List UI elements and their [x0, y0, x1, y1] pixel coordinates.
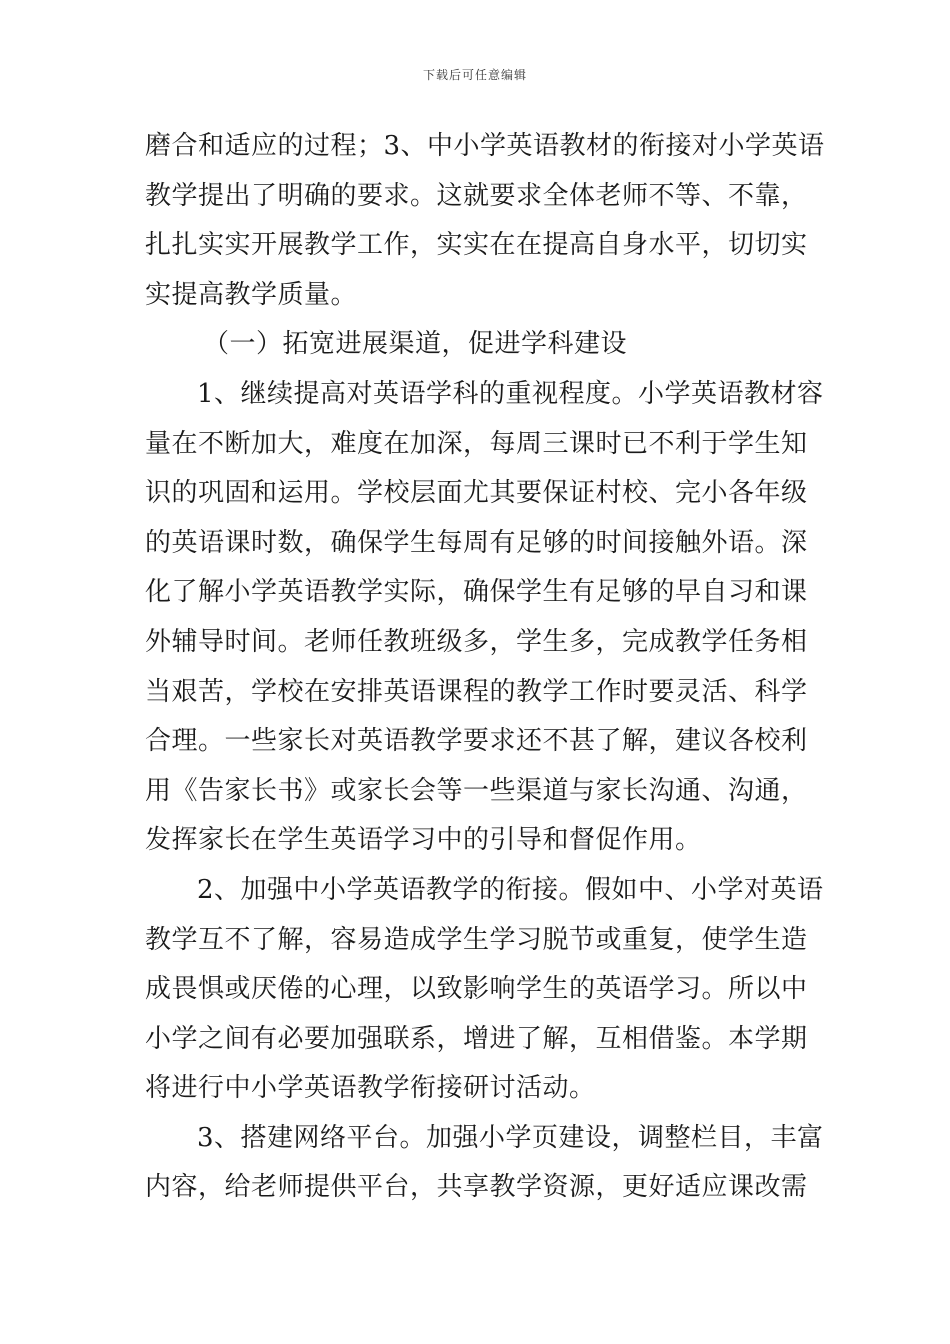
paragraph-start: 1、继续提高对英语学科的重视程度。小学英语教材容 — [197, 378, 824, 409]
text-line: 成畏惧或厌倦的心理，以致影响学生的英语学习。所以中 — [145, 974, 808, 1005]
text-line: 将进行中小学英语教学衔接研讨活动。 — [145, 1073, 596, 1104]
text-line: 化了解小学英语教学实际，确保学生有足够的早自习和课 — [145, 577, 808, 608]
text-line: 内容，给老师提供平台，共享教学资源，更好适应课改需 — [145, 1172, 808, 1203]
section-heading: （一）拓宽进展渠道，促进学科建设 — [203, 329, 628, 360]
document-body — [145, 122, 825, 1213]
text-line: 教学互不了解，容易造成学生学习脱节或重复，使学生造 — [145, 924, 808, 955]
text-line: 合理。一些家长对英语教学要求还不甚了解，建议各校利 — [145, 726, 808, 757]
text-line: 量在不断加大，难度在加深，每周三课时已不利于学生知 — [145, 428, 808, 459]
text-line: 发挥家长在学生英语学习中的引导和督促作用。 — [145, 825, 702, 856]
text-line: 当艰苦，学校在安排英语课程的教学工作时要灵活、科学 — [145, 676, 808, 707]
text-line: 扎扎实实开展教学工作，实实在在提高自身水平，切切实 — [145, 230, 808, 261]
text-line: 实提高教学质量。 — [145, 279, 358, 310]
text-line: 教学提出了明确的要求。这就要求全体老师不等、不靠， — [145, 180, 808, 211]
text-line: 外辅导时间。老师任教班级多，学生多，完成教学任务相 — [145, 626, 808, 657]
text-line: 用《告家长书》或家长会等一些渠道与家长沟通、沟通， — [145, 775, 808, 806]
paragraph-start: 3、搭建网络平台。加强小学页建设，调整栏目，丰富 — [197, 1122, 824, 1153]
text-line: 识的巩固和运用。学校层面尤其要保证村校、完小各年级 — [145, 478, 808, 509]
text-line: 的英语课时数，确保学生每周有足够的时间接触外语。深 — [145, 527, 808, 558]
paragraph-start: 2、加强中小学英语教学的衔接。假如中、小学对英语 — [197, 874, 824, 905]
page-header: 下载后可任意编辑 — [422, 68, 527, 82]
text-line: 小学之间有必要加强联系，增进了解，互相借鉴。本学期 — [145, 1023, 808, 1054]
text-line: 磨合和适应的过程；3、中小学英语教材的衔接对小学英语 — [145, 131, 825, 161]
